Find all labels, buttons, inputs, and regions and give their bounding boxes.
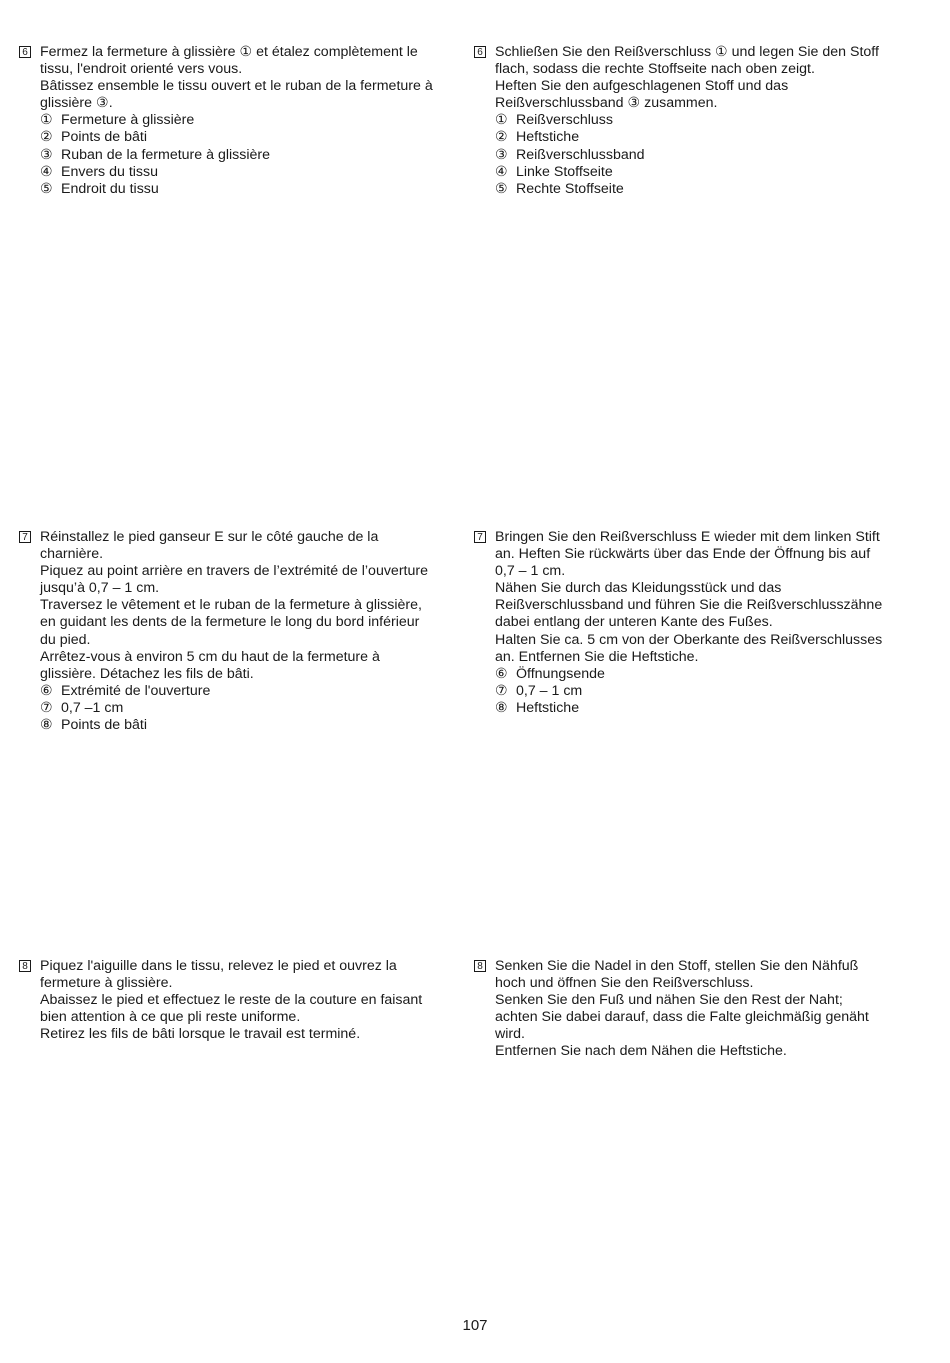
legend-label: Öffnungsende xyxy=(516,665,605,682)
legend-marker: ② xyxy=(495,129,508,146)
legend-label: Reißverschlussband xyxy=(516,146,645,163)
legend-label: Heftstiche xyxy=(516,129,580,146)
legend-marker: ① xyxy=(495,112,508,129)
legend-marker: ⑤ xyxy=(40,180,53,197)
text-line: dabei entlang der unteren Kante des Fußes. xyxy=(495,614,773,631)
legend-marker: ④ xyxy=(40,163,53,180)
legend-marker: ⑥ xyxy=(40,682,53,699)
legend-marker: ⑦ xyxy=(495,682,508,699)
step-6-french xyxy=(22,44,460,198)
legend-item xyxy=(495,129,915,146)
legend-label: 0,7 –1 cm xyxy=(61,699,124,716)
text-line: Heften Sie den aufgeschlagenen Stoff und das xyxy=(495,78,789,95)
text-line: Abaissez le pied et effectuez le reste de la couture en faisant xyxy=(40,992,423,1009)
legend-marker: ⑦ xyxy=(40,699,53,716)
text-line: glissière ③. xyxy=(40,95,113,112)
text-line: Bâtissez ensemble le tissu ouvert et le ruban de la fermeture à xyxy=(40,78,433,95)
step-7-german xyxy=(477,529,915,717)
step-text xyxy=(495,529,915,717)
step-number-box: 6 xyxy=(474,46,486,58)
step-7-french xyxy=(22,529,460,734)
legend-item xyxy=(495,112,915,129)
step-text xyxy=(40,958,460,1043)
step-text xyxy=(40,529,460,734)
legend-label: Rechte Stoffseite xyxy=(516,180,624,197)
text-line: Piquez au point arrière en travers de l’extrémité de l’ouverture xyxy=(40,563,428,580)
text-line: flach, sodass die rechte Stoffseite nach oben zeigt. xyxy=(495,61,815,78)
legend-label: Heftstiche xyxy=(516,699,580,716)
step-8-german xyxy=(477,958,915,1061)
text-line: bien attention à ce que pli reste uniforme. xyxy=(40,1009,301,1026)
text-line: Reißverschlussband ③ zusammen. xyxy=(495,95,718,112)
text-line: Schließen Sie den Reißverschluss ① und legen Sie den Stoff xyxy=(495,44,879,60)
legend-item xyxy=(40,129,460,146)
legend-item xyxy=(495,164,915,181)
text-line: Senken Sie den Fuß und nähen Sie den Rest der Naht; xyxy=(495,992,843,1009)
legend-marker: ① xyxy=(40,112,53,129)
text-line: Reißverschlussband und führen Sie die Reißverschlusszähne xyxy=(495,597,883,614)
legend-item xyxy=(40,112,460,129)
step-8-french xyxy=(22,958,460,1043)
legend-label: Ruban de la fermeture à glissière xyxy=(61,146,270,163)
text-line: Arrêtez-vous à environ 5 cm du haut de la fermeture à xyxy=(40,648,380,665)
legend-marker: ⑤ xyxy=(495,180,508,197)
step-number-box: 6 xyxy=(19,46,31,58)
text-line: Entfernen Sie nach dem Nähen die Heftstiche. xyxy=(495,1043,787,1060)
text-line: fermeture à glissière. xyxy=(40,975,173,992)
text-line: Réinstallez le pied ganseur E sur le côté gauche de la xyxy=(40,529,379,545)
text-line: tissu, l'endroit orienté vers vous. xyxy=(40,61,243,78)
text-line: Halten Sie ca. 5 cm von der Oberkante des Reißverschlusses xyxy=(495,631,883,648)
text-line: en guidant les dents de la fermeture le long du bord inférieur xyxy=(40,614,420,631)
legend-label: 0,7 – 1 cm xyxy=(516,682,583,699)
legend-label: Points de bâti xyxy=(61,129,147,146)
text-line: jusqu’à 0,7 – 1 cm. xyxy=(40,580,160,597)
legend-label: Reißverschluss xyxy=(516,112,613,129)
text-line: achten Sie dabei darauf, dass die Falte gleichmäßig genäht xyxy=(495,1009,869,1026)
legend-marker: ③ xyxy=(40,146,53,163)
legend-item xyxy=(495,683,915,700)
step-number-box: 8 xyxy=(474,960,486,972)
text-line: hoch und öffnen Sie den Reißverschluss. xyxy=(495,975,754,992)
legend-item xyxy=(495,700,915,717)
legend-item xyxy=(40,700,460,717)
text-line: an. Entfernen Sie die Heftstiche. xyxy=(495,648,699,665)
legend-item xyxy=(40,717,460,734)
text-line: Fermez la fermeture à glissière ① et étalez complètement le xyxy=(40,44,418,60)
step-text xyxy=(495,958,915,1061)
text-line: an. Heften Sie rückwärts über das Ende der Öffnung bis auf xyxy=(495,546,871,563)
legend-item xyxy=(495,666,915,683)
step-number-box: 7 xyxy=(19,531,31,543)
legend-marker: ⑧ xyxy=(495,699,508,716)
text-line: 0,7 – 1 cm. xyxy=(495,563,566,580)
step-number-box: 8 xyxy=(19,960,31,972)
text-line: du pied. xyxy=(40,631,91,648)
text-line: Retirez les fils de bâti lorsque le travail est terminé. xyxy=(40,1026,361,1043)
legend-label: Points de bâti xyxy=(61,717,147,734)
step-6-german xyxy=(477,44,915,198)
legend-item xyxy=(40,181,460,198)
legend-item xyxy=(495,147,915,164)
legend-label: Fermeture à glissière xyxy=(61,112,195,129)
text-line: Senken Sie die Nadel in den Stoff, stellen Sie den Nähfuß xyxy=(495,958,859,974)
page-number: 107 xyxy=(462,1317,488,1334)
text-line: Traversez le vêtement et le ruban de la fermeture à glissière, xyxy=(40,597,422,614)
legend-label: Linke Stoffseite xyxy=(516,163,613,180)
step-text xyxy=(495,44,915,198)
text-line: wird. xyxy=(495,1026,525,1043)
text-line: charnière. xyxy=(40,546,104,563)
text-line: Piquez l'aiguille dans le tissu, relevez le pied et ouvrez la xyxy=(40,958,397,974)
legend-marker: ⑥ xyxy=(495,665,508,682)
legend-marker: ⑧ xyxy=(40,717,53,734)
legend-label: Extrémité de l'ouverture xyxy=(61,682,211,699)
legend-marker: ④ xyxy=(495,163,508,180)
legend-marker: ② xyxy=(40,129,53,146)
legend-marker: ③ xyxy=(495,146,508,163)
step-number-box: 7 xyxy=(474,531,486,543)
legend-item xyxy=(495,181,915,198)
text-line: Nähen Sie durch das Kleidungsstück und das xyxy=(495,580,782,597)
legend-label: Endroit du tissu xyxy=(61,180,159,197)
legend-item xyxy=(40,164,460,181)
text-line: glissière. Détachez les fils de bâti. xyxy=(40,665,254,682)
legend-item xyxy=(40,683,460,700)
legend-label: Envers du tissu xyxy=(61,163,158,180)
legend-item xyxy=(40,147,460,164)
step-text xyxy=(40,44,460,198)
text-line: Bringen Sie den Reißverschluss E wieder mit dem linken Stift xyxy=(495,529,880,545)
